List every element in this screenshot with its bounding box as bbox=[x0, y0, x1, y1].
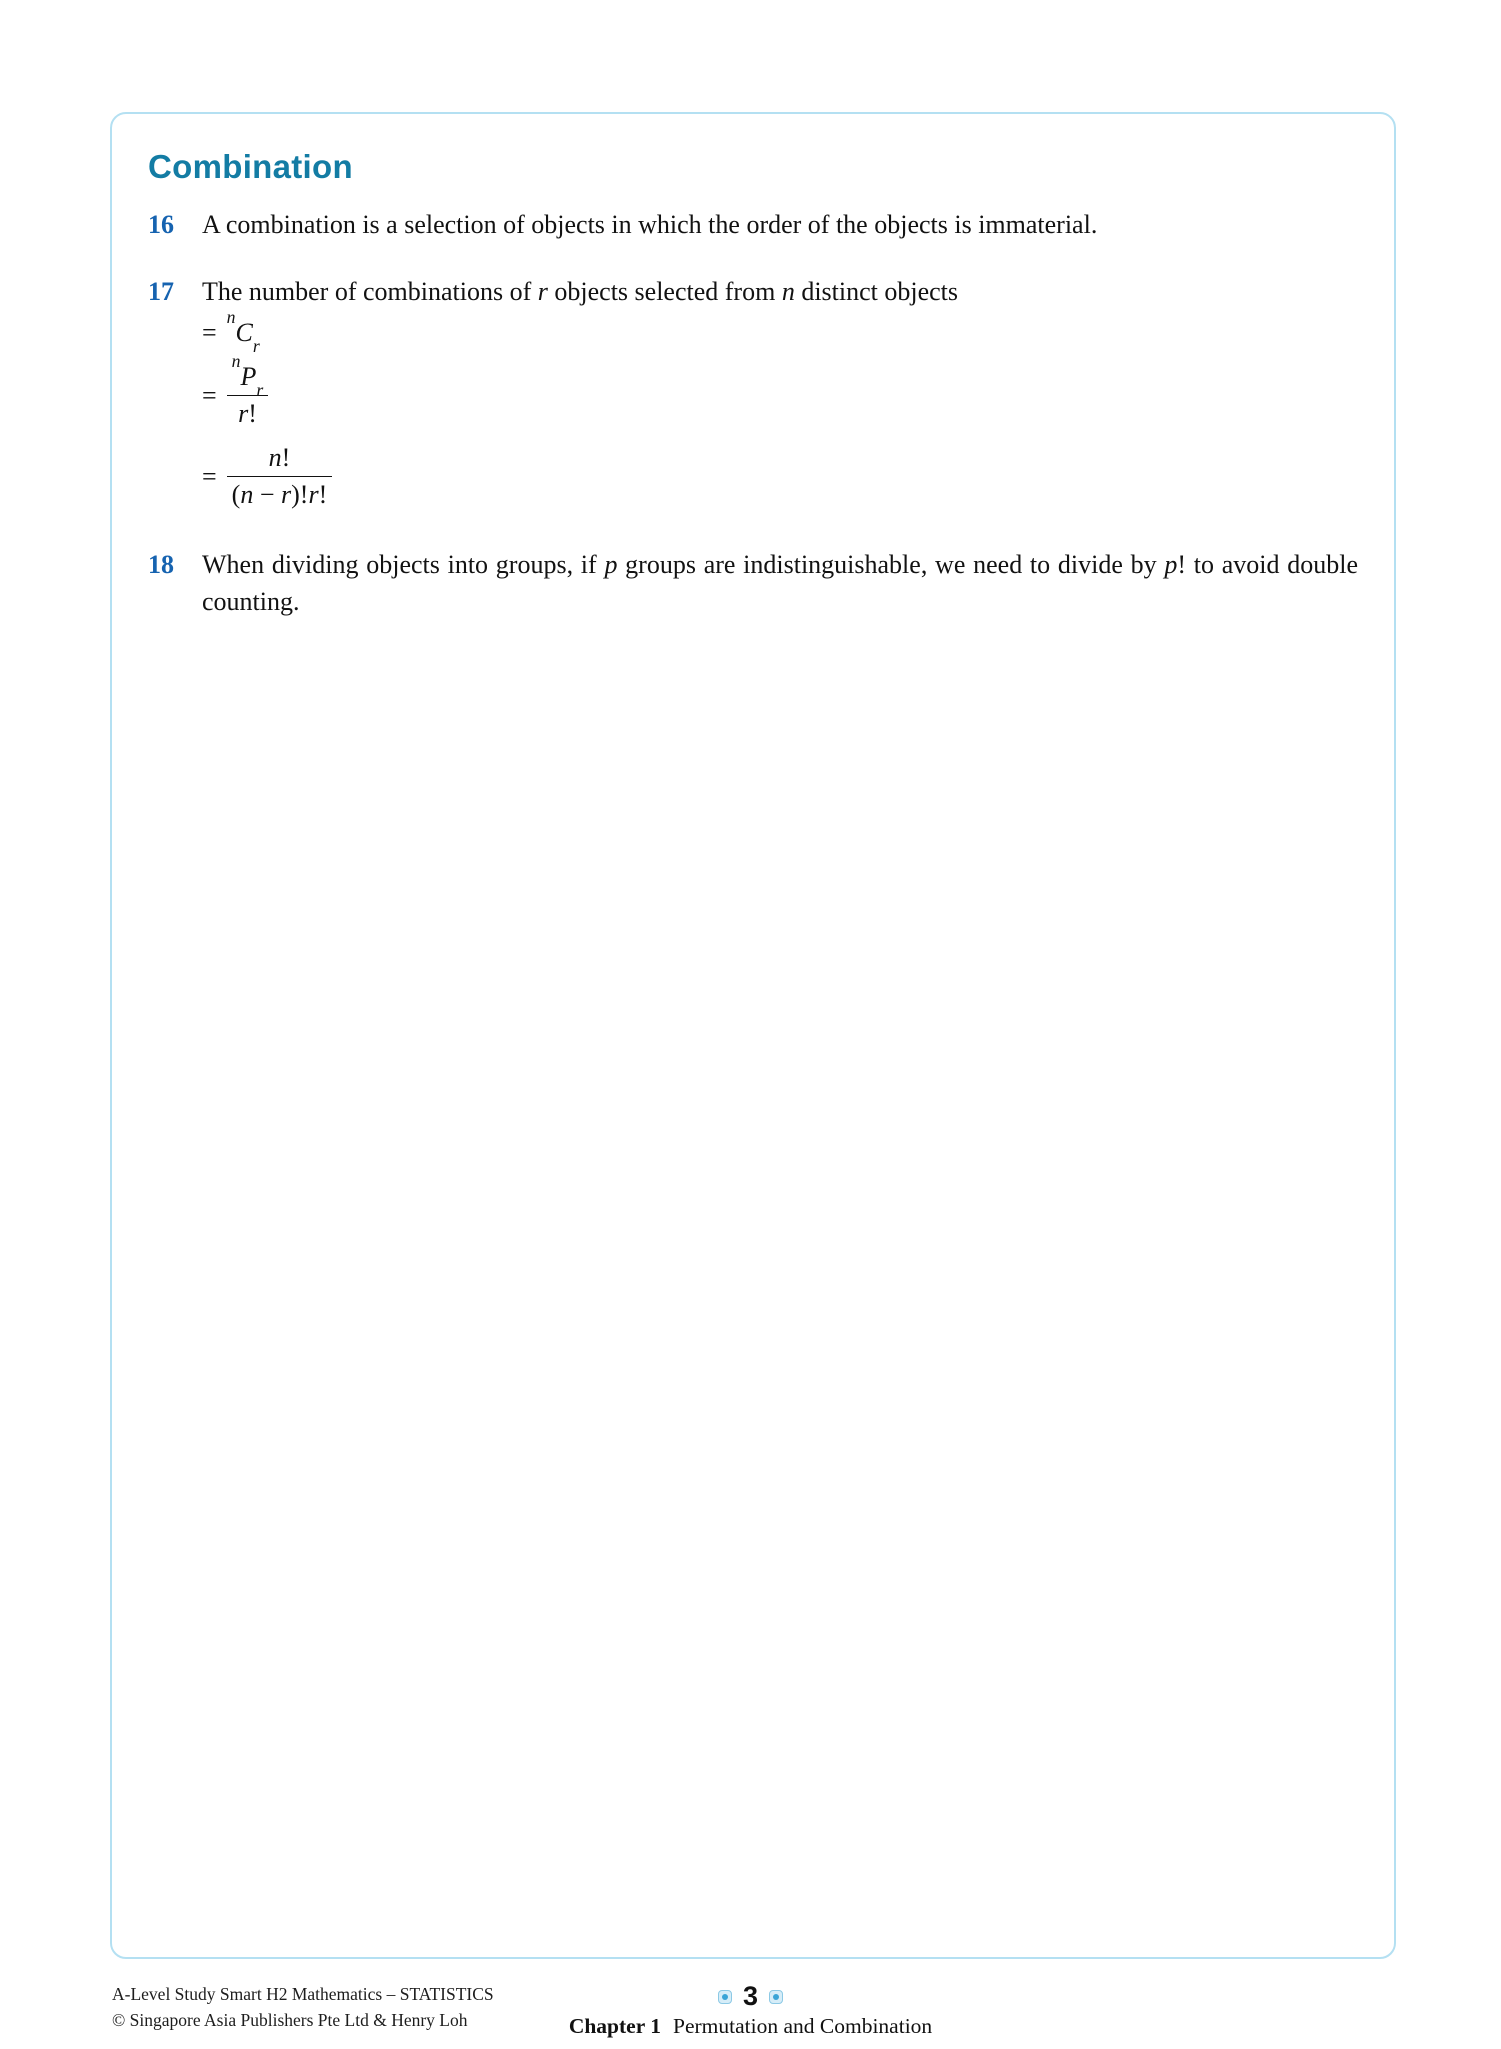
list-item-17 bbox=[148, 273, 1358, 510]
ornament-right-icon bbox=[769, 1990, 783, 2004]
fraction-denominator: r! bbox=[238, 399, 257, 428]
item-number: 16 bbox=[148, 210, 174, 239]
formula-npr-over-r-factorial bbox=[202, 351, 1358, 429]
formula-ncr bbox=[202, 307, 1358, 357]
combination-formula-block bbox=[202, 307, 1358, 510]
fraction bbox=[227, 443, 333, 510]
item-body bbox=[202, 206, 1358, 243]
copyright-notice: © Singapore Asia Publishers Pte Ltd & Henry Loh bbox=[112, 2009, 468, 2030]
fraction-denominator: (n − r)!r! bbox=[231, 480, 328, 509]
section-title: Combination bbox=[148, 148, 353, 185]
chapter-title: Permutation and Combination bbox=[673, 2014, 933, 2038]
fraction-numerator: $^nP_r$ bbox=[227, 362, 269, 396]
equals-sign: = bbox=[202, 380, 217, 410]
item-body bbox=[202, 546, 1358, 620]
series-title: A-Level Study Smart H2 Mathematics – STATISTICS bbox=[112, 1983, 494, 2004]
chapter-label: Chapter 1 bbox=[568, 2014, 661, 2038]
ornament-left-icon bbox=[718, 1990, 732, 2004]
footer-page-info bbox=[0, 1981, 1501, 2039]
equals-sign: = bbox=[202, 318, 217, 347]
item-number: 18 bbox=[148, 550, 174, 579]
item-text: A combination is a selection of objects in which the order of the objects is immaterial. bbox=[202, 210, 1098, 239]
item-body bbox=[202, 273, 1358, 510]
equals-sign: = bbox=[202, 461, 217, 491]
fraction bbox=[227, 351, 269, 429]
item-text: When dividing objects into groups, if p groups are indistinguishable, we need to divide by p! to avoid double counting. bbox=[202, 550, 1358, 616]
page-number-row bbox=[0, 1981, 1501, 2012]
chapter-line bbox=[0, 2014, 1501, 2039]
list-item-16 bbox=[148, 206, 1358, 243]
page-number: 3 bbox=[742, 1981, 759, 2011]
item-number: 17 bbox=[148, 277, 174, 306]
list-item-18 bbox=[148, 546, 1358, 620]
content-border-box bbox=[110, 112, 1396, 1959]
formula-n-factorial-fraction bbox=[202, 443, 1358, 510]
ncr-expression: $^nC_r$ bbox=[226, 307, 260, 357]
fraction-numerator: n! bbox=[227, 443, 333, 477]
item-text: The number of combinations of r objects selected from n distinct objects bbox=[202, 277, 959, 306]
